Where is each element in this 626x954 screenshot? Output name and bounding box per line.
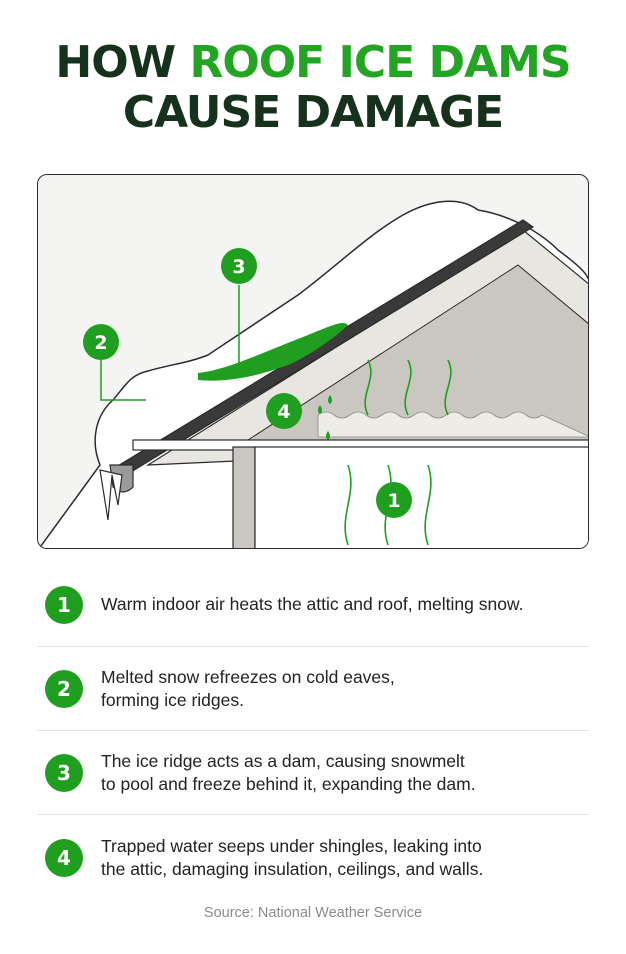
step-1 — [37, 563, 589, 647]
step-2-text: Melted snow refreezes on cold eaves, forming ice ridges. — [101, 666, 395, 710]
source-credit: Source: National Weather Service — [203, 905, 423, 921]
step-4-badge: 4 — [45, 839, 83, 877]
title-line-1 — [0, 38, 626, 88]
step-4-text: Trapped water seeps under shingles, leaking into the attic, damaging insulation, ceilings, and walls. — [101, 836, 484, 879]
marker-3 — [221, 248, 257, 284]
room — [255, 447, 589, 549]
steps-list — [37, 563, 589, 901]
title-prefix: HOW — [55, 37, 190, 88]
step-2-badge: 2 — [45, 670, 83, 708]
marker-1 — [376, 482, 412, 518]
roof-illustration — [38, 175, 589, 549]
step-3 — [37, 731, 589, 815]
step-3-text: The ice ridge acts as a dam, causing snowmelt to pool and freeze behind it, expanding the dam. — [101, 750, 476, 794]
step-4 — [37, 815, 589, 901]
marker-4-label: 4 — [277, 401, 291, 423]
ice-dam-diagram — [37, 174, 589, 549]
title-accent: ROOF ICE DAMS — [189, 37, 571, 88]
marker-3-label: 3 — [232, 256, 246, 278]
page-title — [0, 38, 626, 138]
title-line-2: CAUSE DAMAGE — [122, 87, 504, 138]
step-2 — [37, 647, 589, 731]
step-1-badge: 1 — [45, 586, 83, 624]
wall — [233, 447, 255, 549]
marker-1-label: 1 — [387, 490, 401, 512]
marker-2-label: 2 — [94, 332, 108, 354]
marker-2 — [83, 324, 119, 360]
marker-4 — [266, 393, 302, 429]
step-1-text: Warm indoor air heats the attic and roof, melting snow. — [101, 594, 524, 614]
step-3-badge: 3 — [45, 754, 83, 792]
